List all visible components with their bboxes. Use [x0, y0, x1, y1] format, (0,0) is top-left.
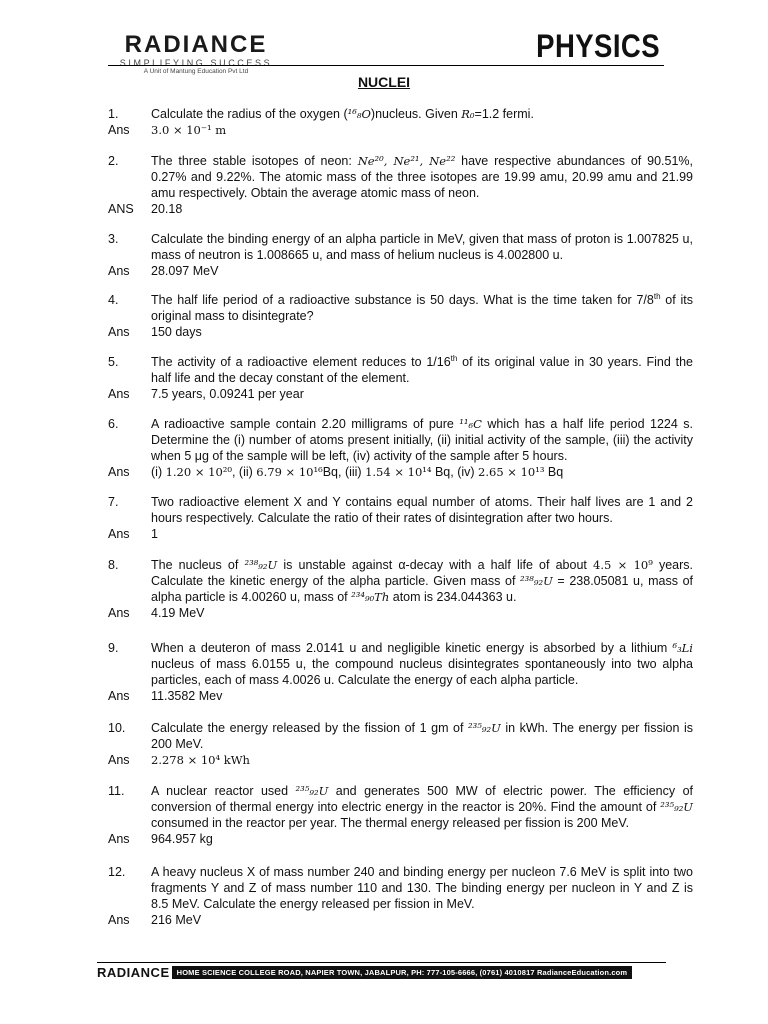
answer-text: 216 MeV [151, 913, 202, 927]
question-number: 7. [108, 495, 119, 509]
question-block-6 [108, 416, 693, 480]
header-rule [108, 65, 664, 66]
answer-text: 11.3582 Mev [151, 689, 223, 703]
logo-subline: A Unit of Mantung Education Pvt Ltd [143, 68, 249, 75]
question-text: Calculate the binding energy of an alpha particle in MeV, given that mass of proton is 1.007825 u, mass of neutron is 1.008665 u, and mass of helium nucleus is 4.002800 u. [151, 232, 693, 262]
question-number: 1. [108, 107, 119, 121]
question-block-7 [108, 494, 693, 542]
footer [97, 966, 632, 979]
answer-label: Ans [108, 606, 130, 620]
question-number: 8. [108, 558, 119, 572]
answer-label: Ans [108, 264, 130, 278]
answer-text: 28.097 MeV [151, 264, 219, 278]
question-number: 4. [108, 293, 119, 307]
question-block-5 [108, 354, 693, 402]
question-text: Calculate the energy released by the fission of 1 gm of ²³⁵₉₂U in kWh. The energy per fission is 200 MeV. [151, 721, 693, 751]
question-number: 9. [108, 641, 119, 655]
question-text: A heavy nucleus X of mass number 240 and binding energy per nucleon 7.6 MeV is split into two fragments Y and Z of mass number 110 and 130. The binding energy per nucleon in Y and Z is 8.5 MeV. Calculate the energy released per fission in MeV. [151, 865, 693, 911]
answer-text: 1 [151, 527, 158, 541]
question-block-1 [108, 106, 693, 138]
chapter-title: NUCLEI [357, 74, 411, 90]
answer-text: 2.278 × 10⁴ kWh [151, 753, 250, 767]
footer-logo: RADIANCE [97, 965, 170, 980]
answer-label: Ans [108, 527, 130, 541]
question-number: 10. [108, 721, 126, 735]
question-text: Calculate the radius of the oxygen (¹⁶₈O)nucleus. Given R₀=1.2 fermi. [151, 107, 534, 121]
answer-label: Ans [108, 753, 130, 767]
question-text: When a deuteron of mass 2.0141 u and negligible kinetic energy is absorbed by a lithium ⁶₃Li nucleus of mass 6.0155 u, the compound nucleus disintegrates spontaneously into two alpha particles, each of mass 4.0026 u. Calculate the energy of each alpha particle. [151, 641, 693, 687]
question-text: The half life period of a radioactive substance is 50 days. What is the time taken for 7/8th of its original mass to disintegrate? [151, 291, 693, 323]
answer-label: Ans [108, 387, 130, 401]
question-number: 5. [108, 355, 119, 369]
question-text: A nuclear reactor used ²³⁵₉₂U and generates 500 MW of electric power. The efficiency of conversion of thermal energy into electric energy in the reactor is 20%. Find the amount of ²³⁵₉₂U consumed in the reactor per year. The thermal energy released per fission is 200 MeV. [151, 784, 693, 830]
question-number: 12. [108, 865, 126, 879]
answer-text: (i) 1.20 × 10²⁰, (ii) 6.79 × 10¹⁶Bq, (iii) 1.54 × 10¹⁴ Bq, (iv) 2.65 × 10¹³ Bq [151, 465, 564, 479]
answer-label: Ans [108, 832, 130, 846]
answer-label: Ans [108, 465, 130, 479]
answer-text: 150 days [151, 325, 202, 339]
question-block-4 [108, 292, 693, 340]
question-text: A radioactive sample contain 2.20 milligrams of pure ¹¹₆C which has a half life period 1224 s. Determine the (i) number of atoms present initially, (ii) initial activity of the sample, (iii) the activity when 5 μg of the sample will be left, (iv) activity of the sample after 5 hours. [151, 417, 693, 463]
answer-text: 964.957 kg [151, 832, 213, 846]
radiance-logo [111, 32, 281, 76]
question-block-2 [108, 153, 693, 217]
question-text: The nucleus of ²³⁸₉₂U is unstable against α-decay with a half life of about 4.5 × 10⁹ years. Calculate the kinetic energy of the alpha particle. Given mass of ²³⁸₉₂U = 238.05081 u, mass of alpha particle is 4.00260 u, mass of ²³⁴₉₀Th atom is 234.044363 u. [151, 558, 694, 604]
question-block-12 [108, 864, 693, 928]
answer-text: 20.18 [151, 202, 183, 216]
answer-label: Ans [108, 123, 130, 137]
logo-wordmark: RADIANCE [124, 31, 268, 58]
question-block-10 [108, 720, 693, 768]
answer-text: 4.19 MeV [151, 606, 205, 620]
answer-text: 3.0 × 10⁻¹ m [151, 123, 227, 137]
answer-label: Ans [108, 325, 130, 339]
question-number: 6. [108, 417, 119, 431]
logo-tagline: SIMPLIFYING SUCCESS [119, 58, 273, 68]
footer-address: HOME SCIENCE COLLEGE ROAD, NAPIER TOWN, JABALPUR, PH: 777-105-6666, (0761) 4010817 RadianceEducation.com [172, 966, 633, 979]
question-block-3 [108, 231, 693, 279]
question-block-9 [108, 640, 693, 704]
question-block-11 [108, 783, 693, 847]
question-text: The activity of a radioactive element reduces to 1/16th of its original value in 30 years. Find the half life and the decay constant of the element. [151, 353, 693, 385]
question-text: Two radioactive element X and Y contains equal number of atoms. Their half lives are 1 and 2 hours respectively. Calculate the ratio of their rates of disintegration after two hours. [151, 495, 693, 525]
question-number: 11. [108, 784, 125, 798]
question-text: The three stable isotopes of neon: Ne²⁰, Ne²¹, Ne²² have respective abundances of 90.51%, 0.27% and 9.22%. The atomic mass of the three isotopes are 19.99 amu, 20.99 amu and 21.99 amu respectively. Obtain the average atomic mass of neon. [151, 154, 693, 200]
answer-text: 7.5 years, 0.09241 per year [151, 387, 304, 401]
question-number: 2. [108, 154, 119, 168]
answer-label: Ans [108, 689, 130, 703]
answer-label: Ans [108, 913, 130, 927]
question-number: 3. [108, 232, 119, 246]
answer-label: ANS [108, 202, 134, 216]
subject-title: PHYSICS [536, 28, 660, 64]
footer-rule [97, 962, 666, 963]
question-block-8 [108, 557, 693, 621]
